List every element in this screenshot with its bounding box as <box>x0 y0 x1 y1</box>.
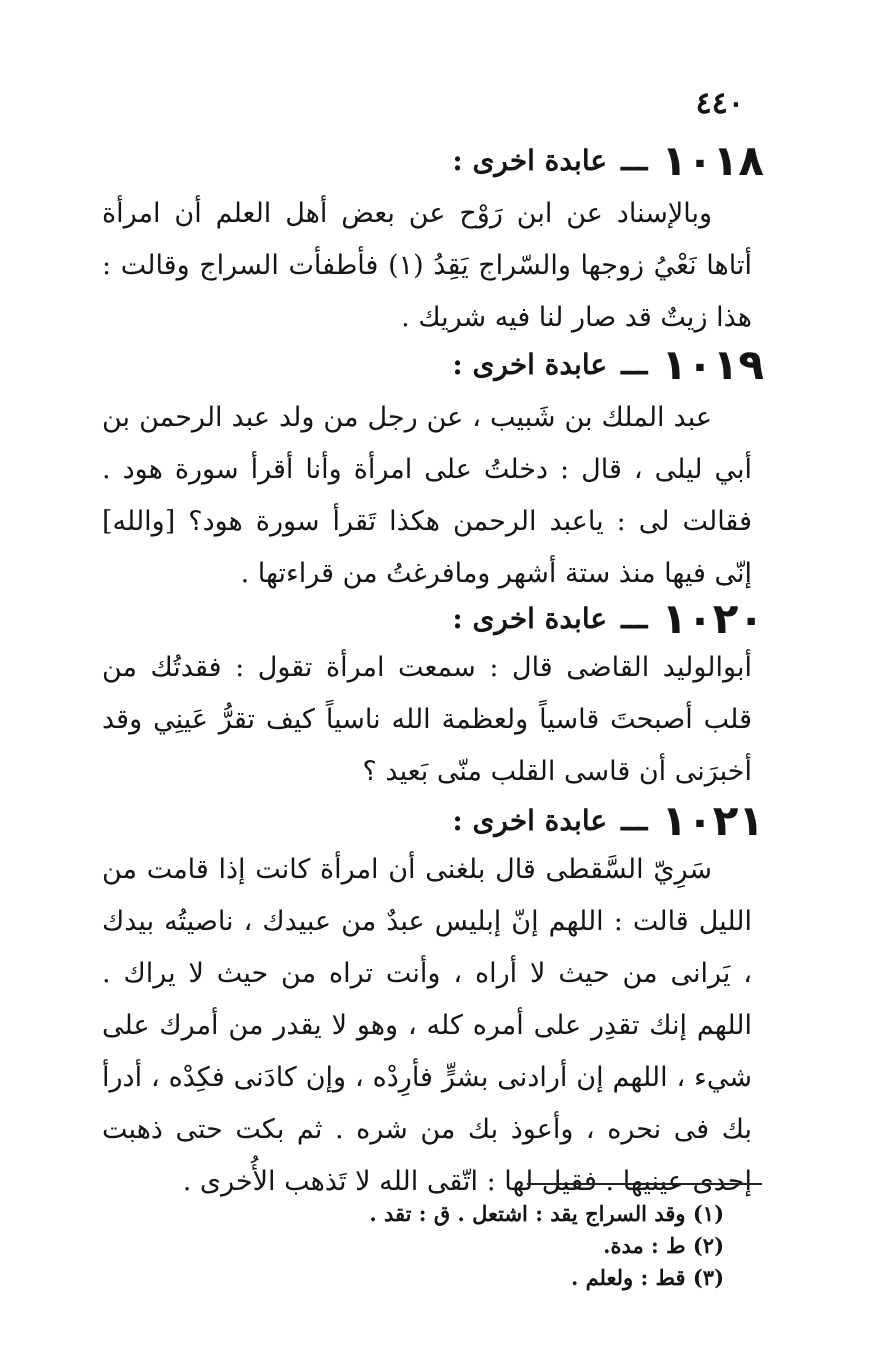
entry-number: ١٠٢١ <box>661 795 764 845</box>
entry-text-1021: سَرِيّ السَّقطى قال بلغنى أن امرأة كانت إذا قامت من الليل قالت : اللهم إنّ إبليس عبدٌ من عبيدك ، ناصيتُه بيدك ، يَرانى من حيث لا أراه ، وأنت تراه من حيث لا يراك . اللهم إنك تقدِر على أمره كله ، وهو لا يقدر من أمرك على شيء ، اللهم إن أرادنى بشرٍّ فأرِدْه ، وإن كادَنى فكِدْه ، أدرأ بك فى نحره ، وأعوذ بك من شره . ثم بكت حتى ذهبت إحدى عينيها . فقيل لها : اتّقى الله لا تَذهب الأُخرى . <box>102 854 752 1197</box>
entry-dash: ـــ <box>621 346 648 382</box>
footnote-2: (٢) ط : مدة. <box>603 1233 724 1258</box>
entry-text-1018: وبالإسناد عن ابن رَوْح عن بعض أهل العلم أن امرأة أتاها نَعْيُ زوجها والسّراج يَقِدُ (١) فأطفأت السراج وقالت : هذا زيتٌ قد صار لنا فيه شريك . <box>102 198 752 333</box>
footnote-3: (٣) قط : ولعلم . <box>570 1265 724 1290</box>
entry-dash: ـــ <box>621 802 648 838</box>
entry-title: عابدة اخرى : <box>452 347 608 381</box>
entry-heading-1018 <box>452 132 764 188</box>
entry-number: ١٠١٩ <box>661 339 764 389</box>
footnote-1: (١) وقد السراج يقد : اشتعل . ق : تقد . <box>369 1201 724 1226</box>
entry-heading-1021 <box>452 792 764 848</box>
entry-dash: ـــ <box>621 142 648 178</box>
entry-title: عابدة اخرى : <box>452 143 608 177</box>
entry-title: عابدة اخرى : <box>452 803 608 837</box>
entry-heading-1019 <box>452 336 764 392</box>
entry-number: ١٠٢٠ <box>661 593 764 643</box>
footnotes <box>369 1198 724 1294</box>
entry-text-1020: أبوالوليد القاضى قال : سمعت امرأة تقول : فقدتُك من قلب أصبحتَ قاسياً ولعظمة الله ناسياً كيف تقرُّ عَينِي وقد أخبرَنى أن قاسى القلب منّى بَعيد ؟ <box>102 652 752 787</box>
entry-heading-1020 <box>452 590 764 646</box>
footnote-divider <box>527 1183 762 1185</box>
entry-dash: ـــ <box>621 600 648 636</box>
entry-number: ١٠١٨ <box>661 135 764 185</box>
entry-text-1019: عبد الملك بن شَبيب ، عن رجل من ولد عبد الرحمن بن أبي ليلى ، قال : دخلتُ على امرأة وأنا أقرأ سورة هود . فقالت لى : ياعبد الرحمن هكذا تَقرأ سورة هود؟ [والله] إنّى فيها منذ ستة أشهر ومافرغتُ من قراءتها . <box>102 402 752 589</box>
page-number: ٤٤٠ <box>695 86 744 121</box>
entry-title: عابدة اخرى : <box>452 601 608 635</box>
